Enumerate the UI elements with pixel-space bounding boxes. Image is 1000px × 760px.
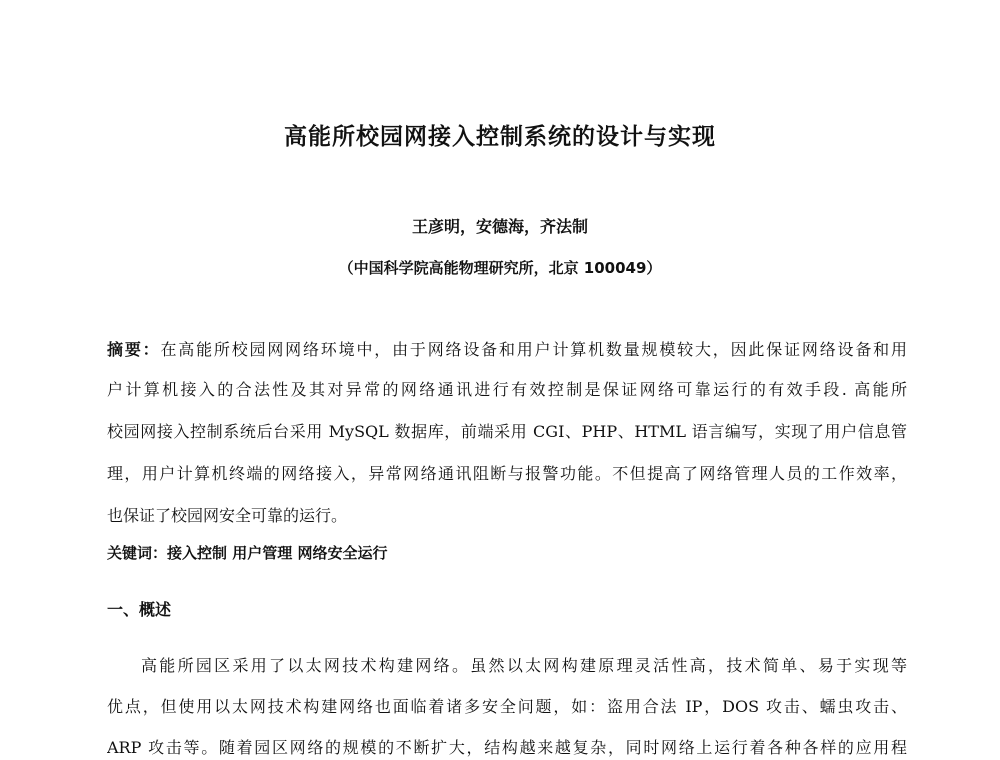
keywords — [107, 541, 387, 565]
abstract-line-2: 户计算机接入的合法性及其对异常的网络通讯进行有效控制是保证网络可靠运行的有效手段. 高能所 — [107, 380, 907, 399]
abstract-label: 摘要： — [107, 340, 161, 359]
abstract-line-3: 校园网接入控制系统后台采用 MySQL 数据库，前端采用 CGI、PHP、HTML 语言编写，实现了用户信息管 — [107, 422, 907, 441]
body-line-3: ARP 攻击等。随着园区网络的规模的不断扩大，结构越来越复杂，同时网络上运行着各种各样的应用程 — [107, 738, 907, 757]
paper-title: 高能所校园网接入控制系统的设计与实现 — [284, 124, 716, 150]
paper-affiliation: （中国科学院高能物理研究所，北京 100049） — [338, 259, 662, 277]
body-line-2: 优点，但使用以太网技术构建网络也面临着诸多安全问题，如：盗用合法 IP，DOS 攻击、蠕虫攻击、 — [107, 697, 907, 716]
abstract-line-4: 理，用户计算机终端的网络接入，异常网络通讯阻断与报警功能。不但提高了网络管理人员的工作效率， — [107, 464, 907, 483]
section-heading-overview: 一、概述 — [107, 600, 172, 619]
abstract-line-5: 也保证了校园网安全可靠的运行。 — [107, 506, 348, 525]
body-line-1: 高能所园区采用了以太网技术构建网络。虽然以太网构建原理灵活性高，技术简单、易于实现等 — [141, 656, 907, 675]
keywords-text: 接入控制 用户管理 网络安全运行 — [167, 544, 388, 562]
abstract-line-1 — [107, 338, 907, 362]
abstract-text-1: 在高能所校园网网络环境中，由于网络设备和用户计算机数量规模较大，因此保证网络设备和用 — [160, 340, 907, 359]
keywords-label: 关键词： — [107, 544, 168, 562]
paper-authors: 王彦明，安德海，齐法制 — [411, 217, 588, 236]
